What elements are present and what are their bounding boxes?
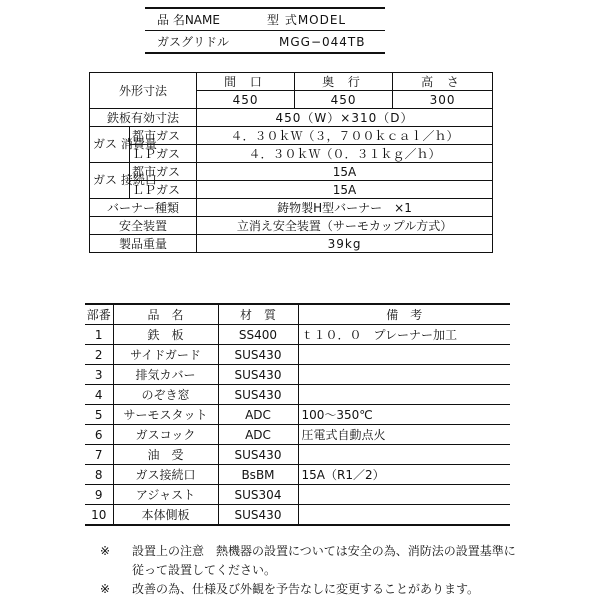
table-row <box>85 345 510 365</box>
part-note: 100〜350℃ <box>298 405 510 425</box>
note-change <box>100 580 522 599</box>
part-no: 7 <box>85 445 113 465</box>
outer-dim-label: 外形寸法 <box>90 73 197 109</box>
part-note <box>298 445 510 465</box>
note-mark: ※ <box>100 582 111 596</box>
part-material: SUS430 <box>218 505 298 526</box>
part-no: 10 <box>85 505 113 526</box>
spec-table <box>89 72 493 253</box>
width-value: 450 <box>197 91 295 109</box>
gas-consumption-label: ガス 消費量 <box>90 127 130 163</box>
product-header-table <box>145 7 385 54</box>
table-row <box>85 405 510 425</box>
part-material: SUS430 <box>218 365 298 385</box>
col-depth-label: 奥 行 <box>295 73 393 91</box>
part-name: のぞき窓 <box>113 385 218 405</box>
part-no: 9 <box>85 485 113 505</box>
parts-header-no: 部番 <box>85 304 113 325</box>
part-material: SUS430 <box>218 385 298 405</box>
table-row <box>85 445 510 465</box>
part-material: ADC <box>218 425 298 445</box>
city-gas-label: 都市ガス <box>130 127 197 145</box>
col-height-label: 高 さ <box>393 73 493 91</box>
part-no: 2 <box>85 345 113 365</box>
part-name: サーモスタット <box>113 405 218 425</box>
parts-header-name: 品 名 <box>113 304 218 325</box>
note-installation <box>100 542 522 580</box>
weight-label: 製品重量 <box>90 235 197 253</box>
table-row <box>85 425 510 445</box>
table-row <box>85 505 510 526</box>
part-name: 鉄 板 <box>113 325 218 345</box>
consumption-city: ４．３０ｋＷ（３，７００ｋｃａｌ／ｈ） <box>197 127 493 145</box>
part-material: SS400 <box>218 325 298 345</box>
notes-section <box>100 542 522 599</box>
name-label: 品 名NAME <box>145 8 263 31</box>
safety-label: 安全装置 <box>90 217 197 235</box>
note-text: 設置上の注意 熱機器の設置については安全の為、消防法の設置基準に従って設置してください。 <box>132 544 516 577</box>
part-no: 6 <box>85 425 113 445</box>
model-value: MGG−044TB <box>263 31 385 54</box>
col-width-label: 間 口 <box>197 73 295 91</box>
burner-label: バーナー種類 <box>90 199 197 217</box>
note-text: 改善の為、仕様及び外観を予告なしに変更することがあります。 <box>132 582 480 596</box>
lp-gas-label: ＬＰガス <box>130 145 197 163</box>
part-name: アジャスト <box>113 485 218 505</box>
part-name: 油 受 <box>113 445 218 465</box>
part-note <box>298 485 510 505</box>
table-row <box>85 465 510 485</box>
part-name: 排気カバー <box>113 365 218 385</box>
part-note <box>298 505 510 526</box>
parts-header-material: 材 質 <box>218 304 298 325</box>
part-no: 3 <box>85 365 113 385</box>
part-no: 1 <box>85 325 113 345</box>
table-row <box>85 385 510 405</box>
note-mark: ※ <box>100 544 111 558</box>
consumption-lp: ４．３０ｋＷ（０．３１ｋｇ／ｈ） <box>197 145 493 163</box>
part-name: ガスコック <box>113 425 218 445</box>
part-note: 15A（R1／2） <box>298 465 510 485</box>
part-note: 圧電式自動点火 <box>298 425 510 445</box>
parts-header-note: 備 考 <box>298 304 510 325</box>
part-material: BsBM <box>218 465 298 485</box>
part-name: ガス接続口 <box>113 465 218 485</box>
connection-lp: 15A <box>197 181 493 199</box>
part-note <box>298 385 510 405</box>
part-material: SUS430 <box>218 445 298 465</box>
safety-value: 立消え安全装置（サーモカップル方式） <box>197 217 493 235</box>
lp-gas-label-2: ＬＰガス <box>130 181 197 199</box>
part-no: 4 <box>85 385 113 405</box>
part-no: 8 <box>85 465 113 485</box>
part-material: ADC <box>218 405 298 425</box>
part-note <box>298 345 510 365</box>
table-row <box>85 485 510 505</box>
part-name: サイドガード <box>113 345 218 365</box>
model-label: 型 式MODEL <box>263 8 385 31</box>
part-no: 5 <box>85 405 113 425</box>
city-gas-label-2: 都市ガス <box>130 163 197 181</box>
table-row <box>85 325 510 345</box>
part-note <box>298 365 510 385</box>
parts-table <box>85 303 510 526</box>
part-material: SUS430 <box>218 345 298 365</box>
part-material: SUS304 <box>218 485 298 505</box>
part-note: ｔ１０．０ プレーナー加工 <box>298 325 510 345</box>
burner-value: 鋳物製H型バーナー ×1 <box>197 199 493 217</box>
plate-label: 鉄板有効寸法 <box>90 109 197 127</box>
height-value: 300 <box>393 91 493 109</box>
name-value: ガスグリドル <box>145 31 263 54</box>
connection-city: 15A <box>197 163 493 181</box>
part-name: 本体側板 <box>113 505 218 526</box>
table-row <box>85 365 510 385</box>
plate-value: 450（W）×310（D） <box>197 109 493 127</box>
depth-value: 450 <box>295 91 393 109</box>
weight-value: 39kg <box>197 235 493 253</box>
gas-connection-label: ガス 接続口 <box>90 163 130 199</box>
